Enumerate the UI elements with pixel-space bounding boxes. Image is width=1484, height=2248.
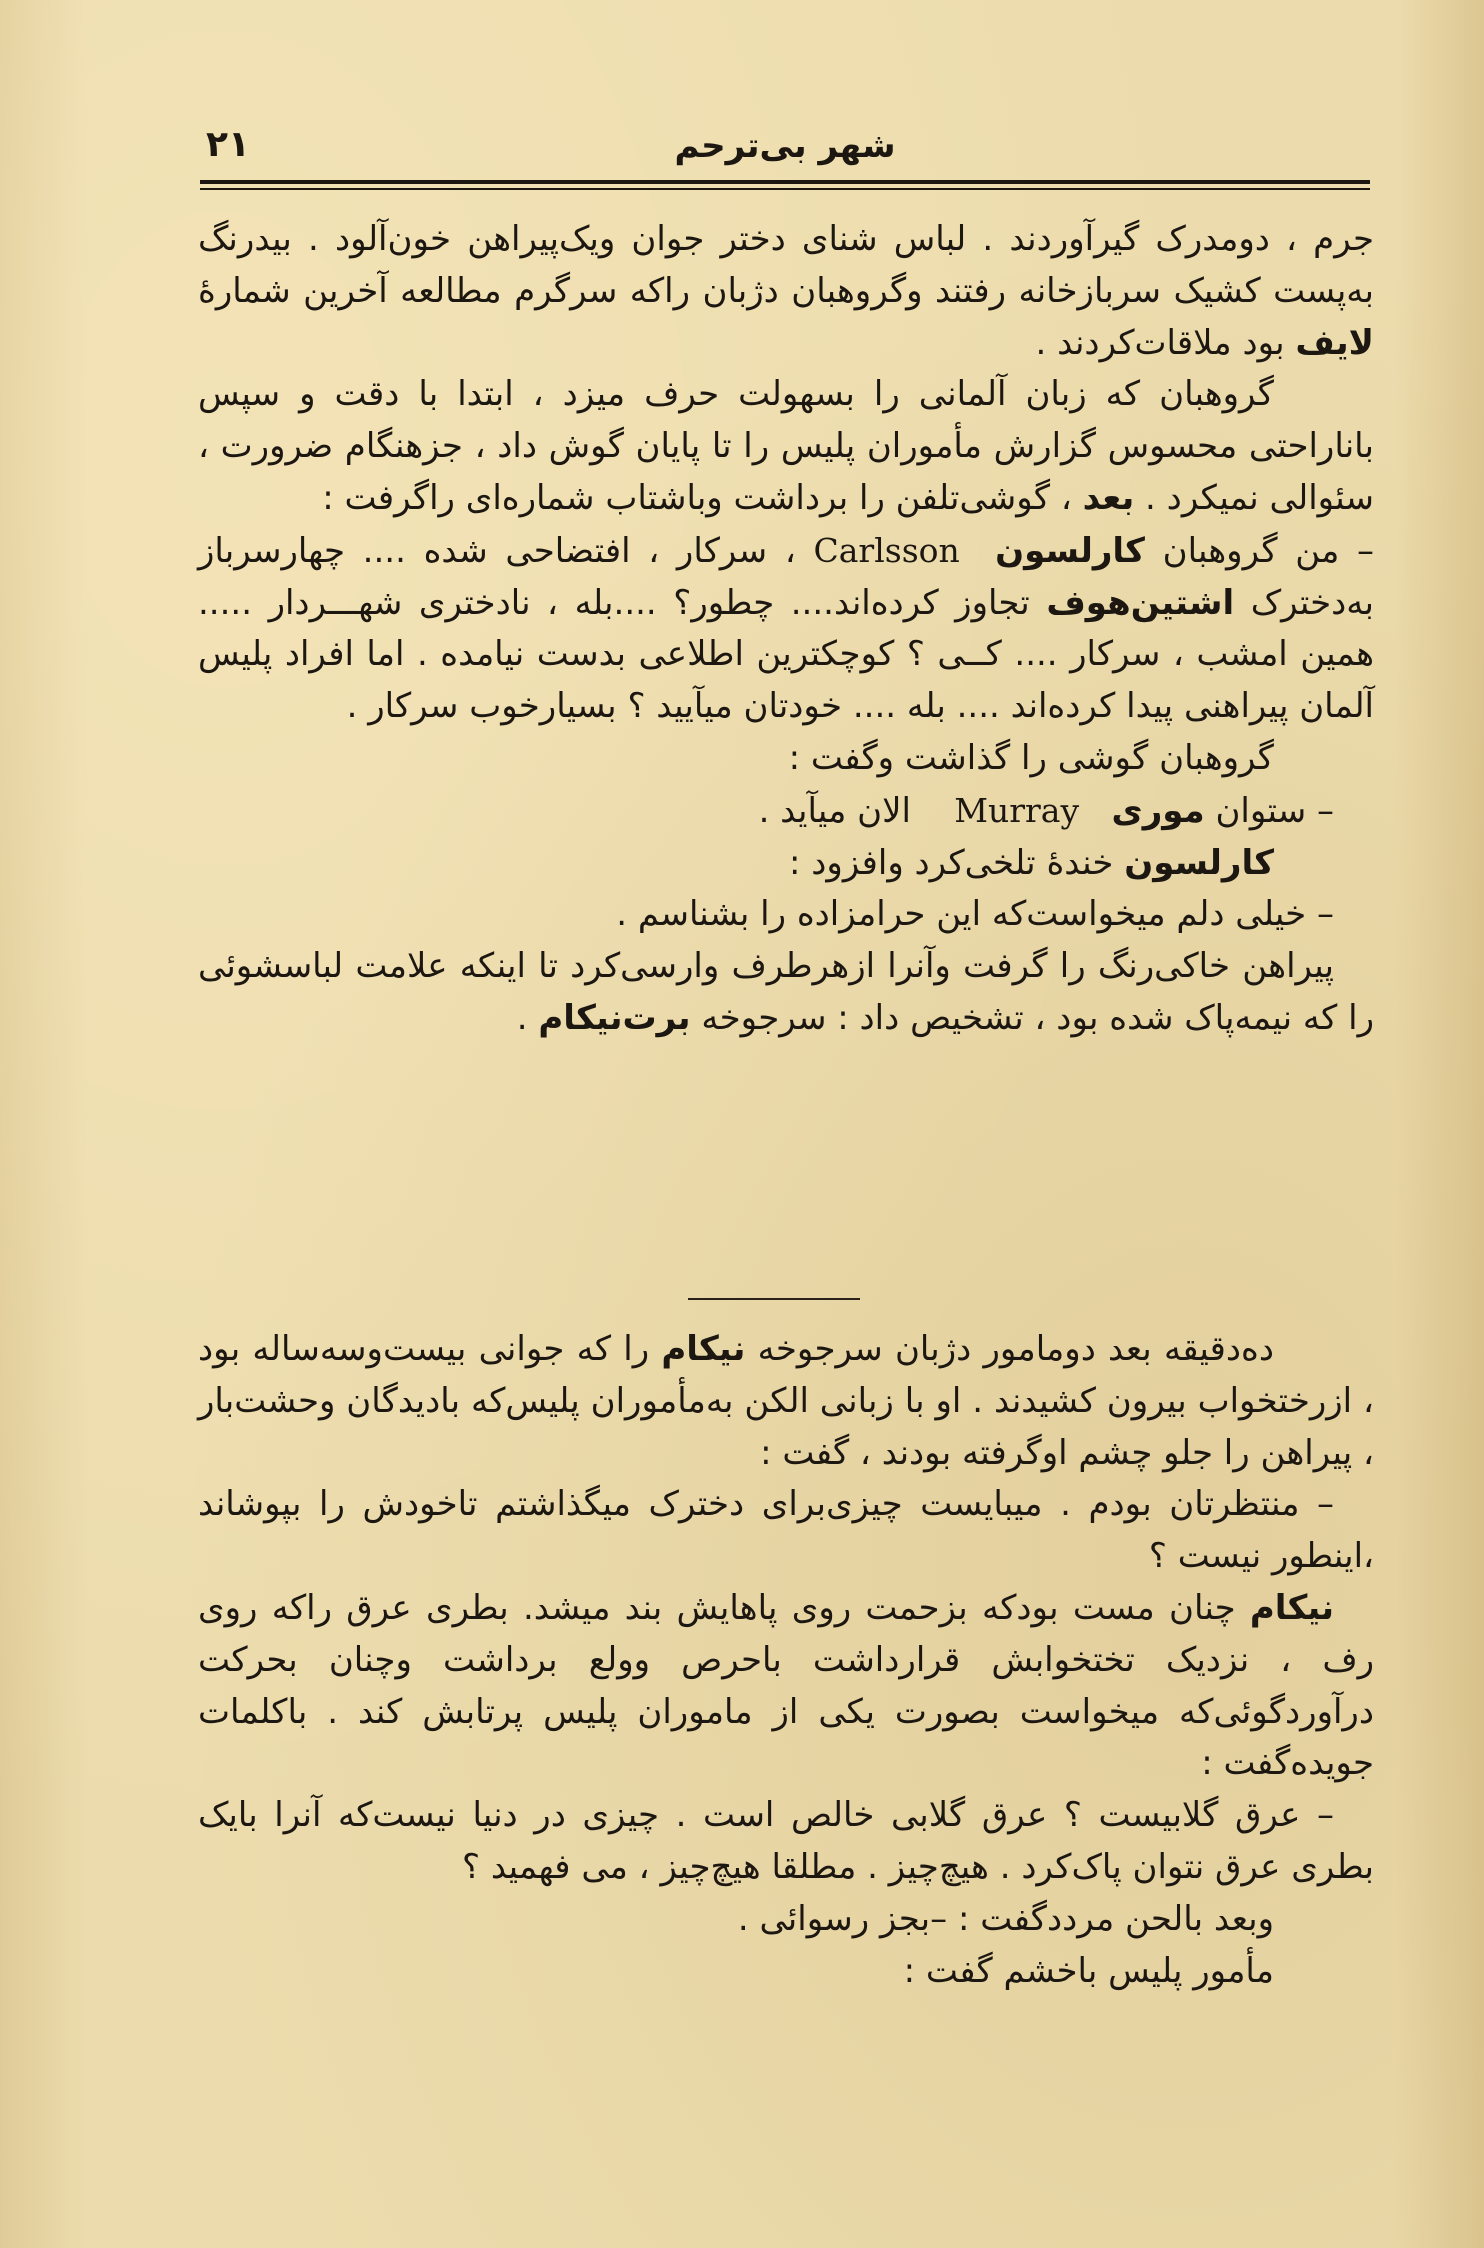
bold-name: برت‌نیکام: [538, 997, 691, 1038]
bold-name: کارلسون: [1124, 842, 1274, 883]
paragraph: گروهبان گوشی را گذاشت وگفت :: [788, 737, 1274, 778]
paragraph: [198, 1583, 1374, 1790]
paragraph: [198, 838, 1374, 890]
bold-name: نیکام: [661, 1329, 746, 1369]
text-run: بود ملاقات‌کردند .: [1035, 322, 1296, 363]
bold-term: بعد: [1082, 477, 1135, 518]
header-rule-thick: [200, 180, 1370, 184]
dialogue-paragraph: [198, 525, 1374, 733]
running-title: شهر بی‌ترحم: [674, 126, 896, 166]
text-run: جرم ، دومدرک گیرآوردند . لباس شنای دختر جوان ویک‌پیراهن خون‌آلود . بیدرنگ به‌پست کشیک سربازخانه رفتند وگروهبان دژبان راکه سرگرم مطالعه آخرین شمارهٔ: [198, 219, 1374, 311]
text-run: چنان مست بودکه بزحمت روی پاهایش بند میشد. بطری عرق راکه روی رف ، نزدیک تختخوابش قرارداشت باحرص وولع برداشت وچنان بحرکت درآوردگوئی‌که میخواست بصورت یکی از ماموران پلیس پرتابش کند . باکلمات جویده‌گفت :: [198, 1587, 1374, 1784]
page-header: [200, 118, 1370, 178]
header-rule-thin: [200, 188, 1370, 190]
paragraph: مأمور پلیس باخشم گفت :: [903, 1950, 1274, 1991]
dialogue-paragraph: [198, 785, 1374, 838]
bold-name: نیکام: [1249, 1587, 1334, 1628]
text-run: – من گروهبان: [1144, 530, 1375, 571]
text-run: خندهٔ تلخی‌کرد وافزود :: [789, 842, 1125, 883]
paragraph: [198, 214, 1374, 369]
text-run: الان میآید .: [758, 790, 922, 831]
text-run: ، گوشی‌تلفن را برداشت وباشتاب شماره‌ای راگرفت :: [322, 477, 1083, 518]
latin-name: Carlsson: [813, 530, 960, 570]
bold-name: موری: [1111, 790, 1205, 831]
paragraph: [198, 369, 1374, 524]
page-number: ۲۱: [206, 124, 250, 165]
text-section-1: [198, 214, 1374, 1045]
paragraph: [198, 941, 1374, 1045]
text-run: گروهبان که زبان آلمانی را بسهولت حرف میزد ، ابتدا با دقت و سپس باناراحتی محسوس گزارش مأموران پلیس را تا پایان گوش داد ، جزهنگام ضرورت ، سئوالی نمیکرد .: [198, 374, 1374, 518]
dialogue-paragraph: – عرق گلابیست ؟ عرق گلابی خالص است . چیزی در دنیا نیست‌که آنرا بایک بطری عرق نتوان پاک‌کرد . هیچ‌چیز . مطلقا هیچ‌چیز ، می فهمید ؟: [198, 1795, 1374, 1887]
text-section-2: [198, 1324, 1374, 1997]
text-run: – ستوان: [1204, 790, 1334, 831]
text-run: پیراهن خاکی‌رنگ را گرفت وآنرا ازهرطرف وارسی‌کرد تا اینکه علامت لباسشوئی را که نیمه‌پاک شده بود ، تشخیص داد : سرجوخه: [198, 946, 1374, 1038]
dialogue-paragraph: – منتظرتان بودم . میبایست چیزی‌برای دخترک میگذاشتم تاخودش را بپوشاند ،اینطور نیست ؟: [198, 1484, 1374, 1577]
text-run: ، سرکار ، افتضاحی شده .... چهارسرباز به‌دخترک: [198, 530, 1374, 623]
dialogue-paragraph: – خیلی دلم میخواست‌که این حرامزاده را بشناسم .: [616, 894, 1334, 935]
latin-name: Murray: [954, 790, 1080, 830]
text-run: تجاوز کرده‌اند.... چطور؟ ....بله ، نادختری شهـــردار ..... همین امشب ، سرکار .... کــی ؟ کوچکترین اطلاعی بدست نیامده . اما افراد پلیس آلمان پیراهنی پیدا کرده‌اند .... بله .... خودتان میآیید ؟ بسیارخوب سرکار .: [198, 582, 1374, 727]
text-run: .: [516, 997, 539, 1038]
paragraph: [198, 1324, 1374, 1479]
text-run: ده‌دقیقه بعد دومامور دژبان سرجوخه: [745, 1329, 1274, 1369]
text-run: را که جوانی بیست‌وسه‌ساله بود ، ازرختخواب بیرون کشیدند . او با زبانی الکن به‌مأموران پلیس‌که بادیدگان وحشت‌بار ، پیراهن را جلو چشم اوگرفته بودند ، گفت :: [198, 1329, 1374, 1473]
bold-term: لایف: [1295, 322, 1374, 363]
section-separator: [688, 1298, 860, 1300]
paragraph: وبعد بالحن مرددگفت : –بجز رسوائی .: [737, 1898, 1274, 1939]
bold-name: اشتین‌هوف: [1046, 582, 1235, 623]
bold-name: کارلسون: [995, 530, 1145, 571]
